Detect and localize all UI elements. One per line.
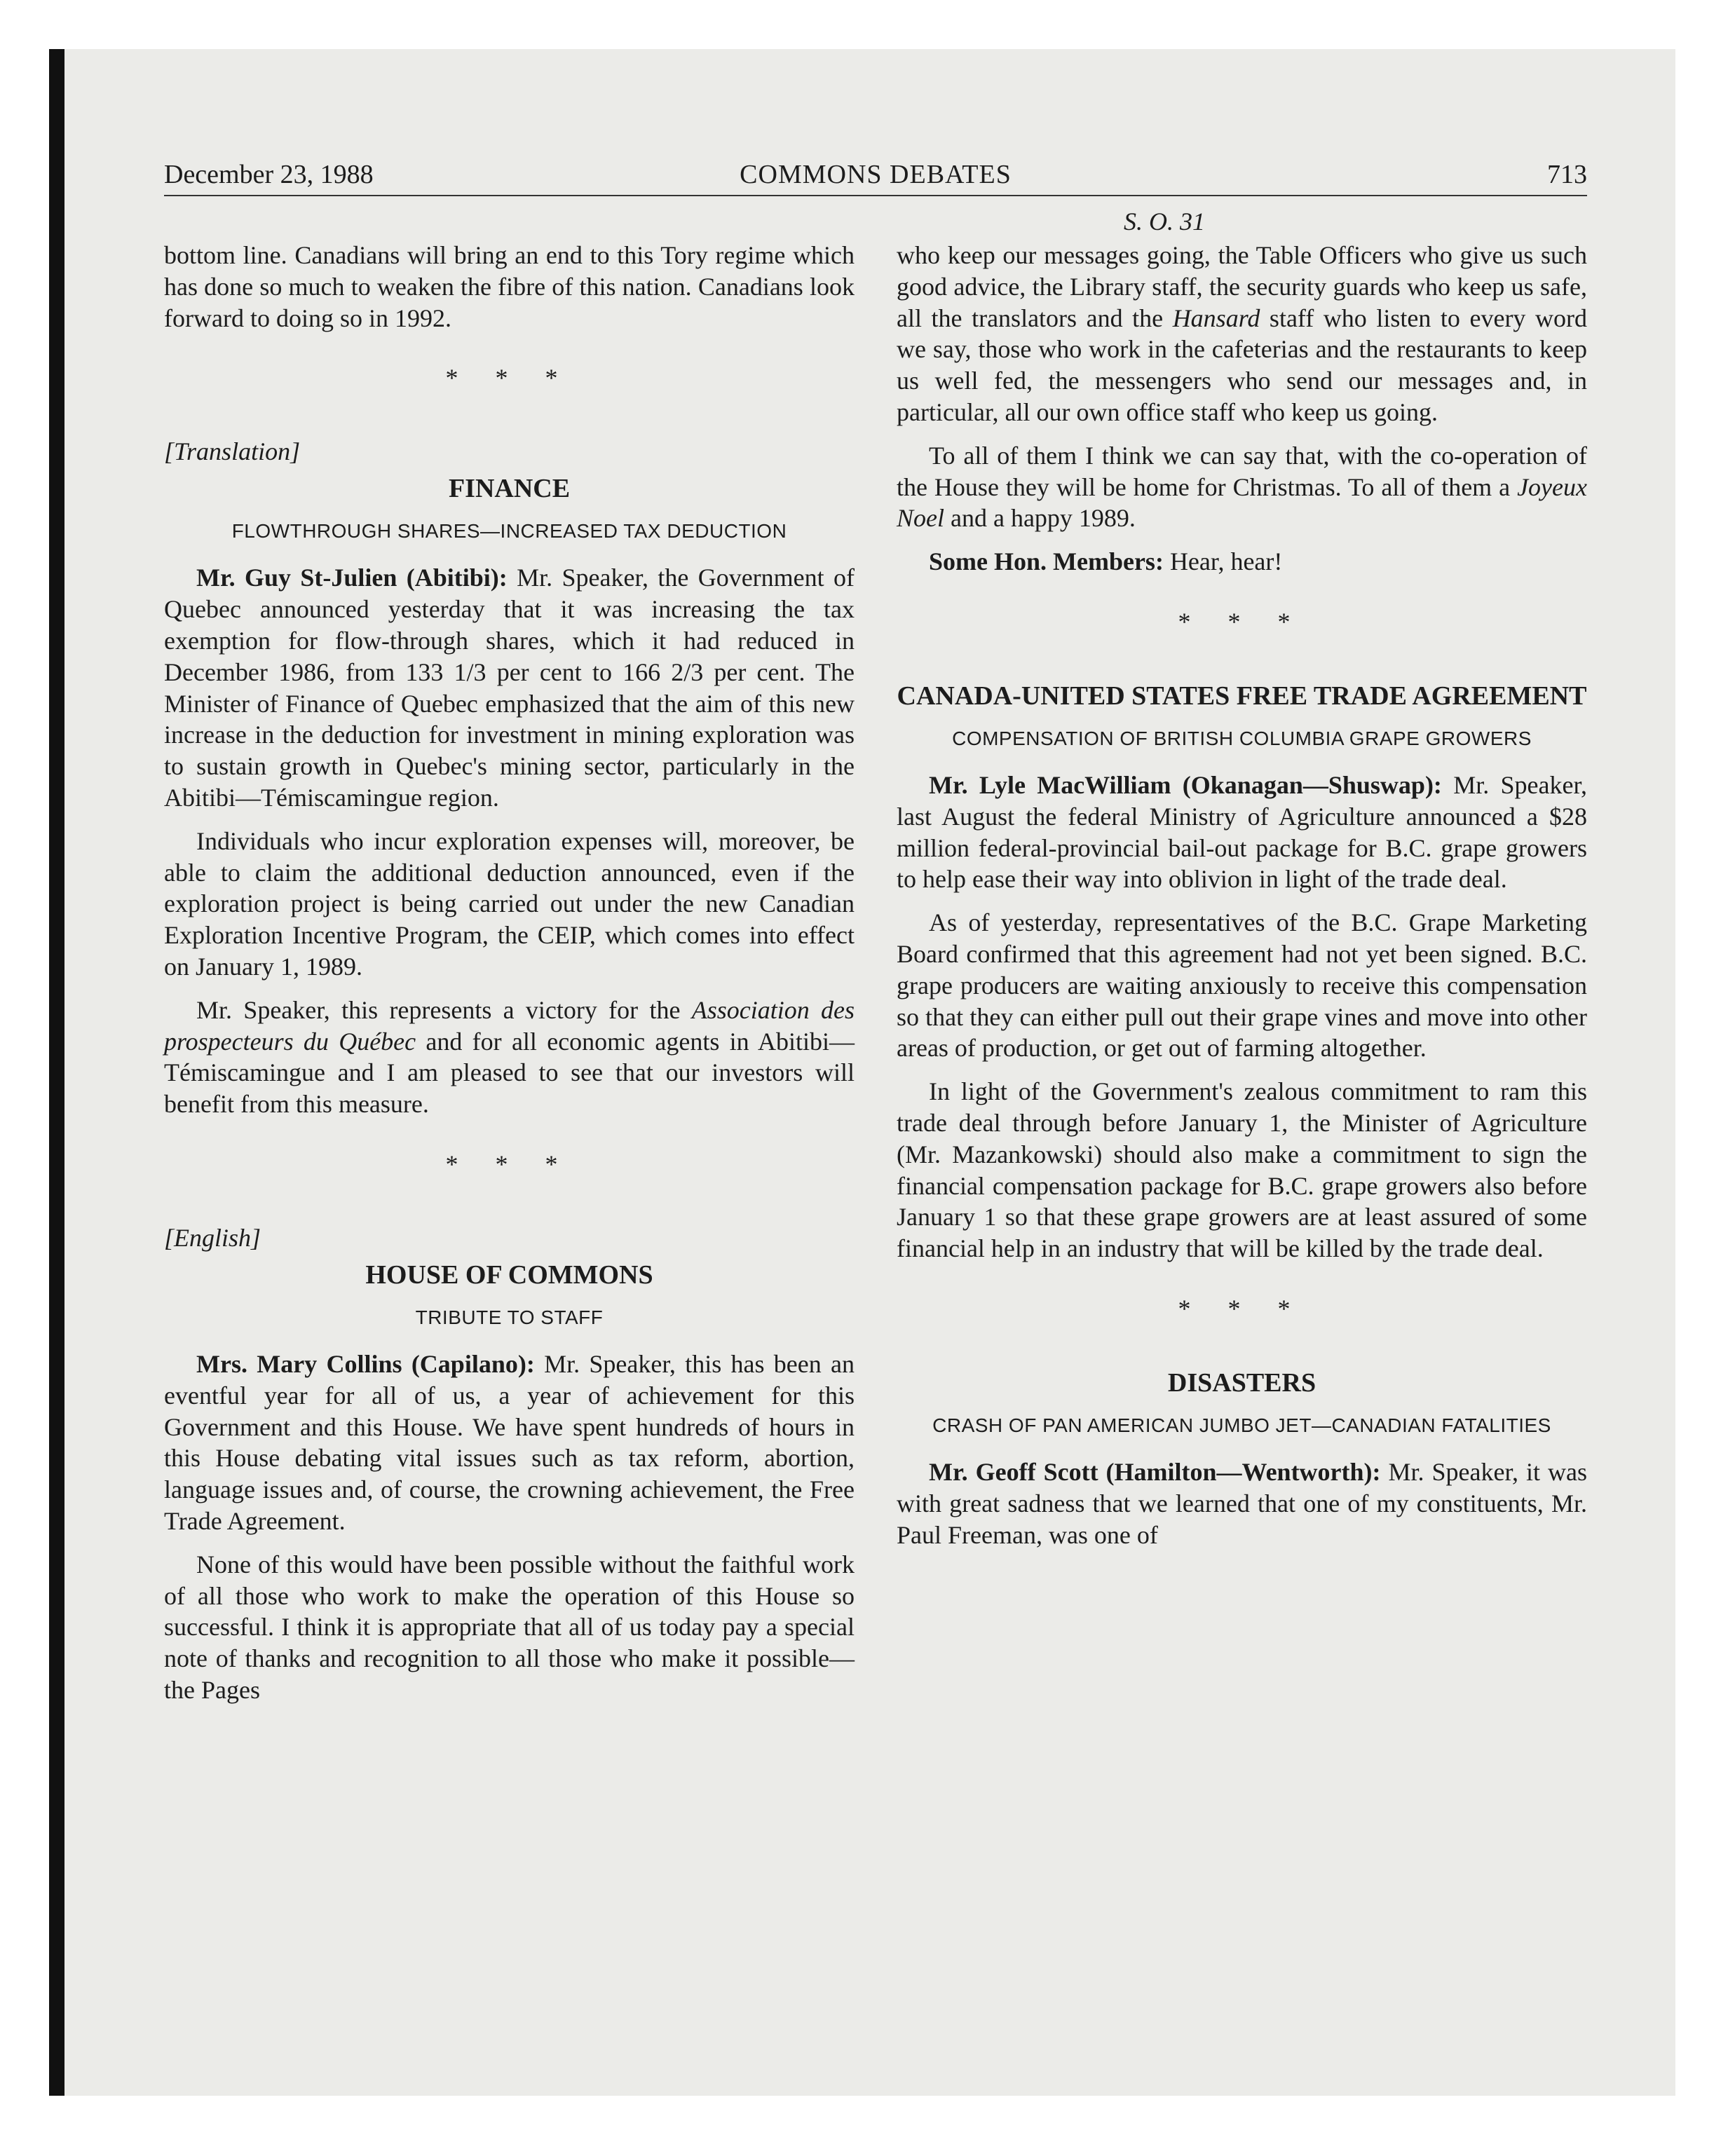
speech-text: To all of them I think we can say that, with the co-operation of the House they will be home for Christmas. To all of them a <box>897 441 1587 501</box>
speaker-name: Some Hon. Members: <box>929 547 1164 576</box>
section-heading-house-of-commons: HOUSE OF COMMONS <box>365 1260 653 1290</box>
paragraph: bottom line. Canadians will bring an end to this Tory regime which has done so much to weaken the fibre of this nation. Canadians look forward to doing so in 1992. <box>164 241 855 332</box>
left-column <box>164 240 855 1718</box>
section-heading-free-trade: CANADA-UNITED STATES FREE TRADE AGREEMENT <box>897 681 1587 711</box>
paragraph <box>897 1456 1587 1550</box>
paragraph <box>897 546 1587 578</box>
paragraph <box>897 240 1587 428</box>
paragraph <box>897 440 1587 534</box>
subheading-pan-american-crash: CRASH OF PAN AMERICAN JUMBO JET—CANADIAN FATALITIES <box>932 1414 1551 1436</box>
paragraph: As of yesterday, representatives of the B.C. Grape Marketing Board confirmed that this agreement had not yet been signed. B.C. grape producers are waiting anxiously to receive this compensation so that they can either pull out their grape vines and move into other areas of production, or get out of farming altogether. <box>897 908 1587 1063</box>
running-head <box>164 158 1587 195</box>
right-column <box>897 240 1587 1562</box>
italic-text: Joyeux Noel <box>897 472 1587 533</box>
speech-text: and a happy 1989. <box>944 504 1136 533</box>
section-separator: * * * <box>445 364 573 393</box>
subheading-tribute-to-staff: TRIBUTE TO STAFF <box>415 1306 604 1328</box>
paragraph: Individuals who incur exploration expenses will, moreover, be able to claim the additional deduction announced, even if the exploration project is being carried out under the new Canadian Exploration Incentive Program, the CEIP, which comes into effect on January 1, 1989. <box>164 826 855 981</box>
paragraph <box>164 995 855 1120</box>
header-rule <box>164 195 1587 196</box>
page-number: 713 <box>1547 160 1587 189</box>
paragraph <box>164 562 855 813</box>
section-heading-finance: FINANCE <box>448 474 571 504</box>
section-separator: * * * <box>1178 607 1306 636</box>
italic-text: Association des prospecteurs du Québec <box>164 995 855 1056</box>
translation-tag: [Translation] <box>164 437 301 466</box>
speaker-name: Mr. Geoff Scott (Hamilton—Wentworth): <box>929 1457 1381 1486</box>
header-date: December 23, 1988 <box>164 160 374 189</box>
speech-text: Mr. Speaker, it was with great sadness that we learned that one of my constituents, Mr. Paul Freeman, was one of <box>897 1457 1588 1549</box>
speaker-name: Mr. Guy St-Julien (Abitibi): <box>196 564 508 592</box>
header-title: COMMONS DEBATES <box>740 160 1012 189</box>
section-heading-disasters: DISASTERS <box>1167 1367 1316 1398</box>
subheading-flowthrough-shares: FLOWTHROUGH SHARES—INCREASED TAX DEDUCTION <box>231 520 787 543</box>
speaker-name: Mr. Lyle MacWilliam (Okanagan—Shuswap): <box>929 770 1442 799</box>
speech-text: Hear, hear! <box>1163 547 1283 576</box>
italic-text: Hansard <box>1172 303 1260 332</box>
standing-order-reference: S. O. 31 <box>1124 207 1205 236</box>
binding-edge <box>49 49 64 2096</box>
speech-text: Mr. Speaker, this represents a victory for the <box>196 995 692 1024</box>
speech-text: Mr. Speaker, last August the federal Ministry of Agriculture announced a $28 million federal-provincial bail-out package for B.C. grape growers to help ease their way into oblivion in light of the trade deal. <box>897 770 1587 894</box>
subheading-grape-growers: COMPENSATION OF BRITISH COLUMBIA GRAPE GROWERS <box>952 727 1532 749</box>
paragraph <box>897 770 1587 895</box>
speech-text: staff who listen to every word we say, those who work in the cafeterias and the restaurants to keep us well fed, the messengers who send our messages and, in particular, all our own office staff who keep us going. <box>897 303 1587 426</box>
paragraph: None of this would have been possible without the faithful work of all those who work to make the operation of this House so successful. I think it is appropriate that all of us today pay a special note of thanks and recognition to all those who make it possible—the Pages <box>164 1550 855 1704</box>
speech-text: Mr. Speaker, the Government of Quebec announced yesterday that it was increasing the tax exemption for flow-through shares, which it had reduced in December 1986, from 133 1/3 per cent to 166 2/3 per cent. The Minister of Finance of Quebec emphasized that the aim of this new increase in the deduction for investment in mining exploration was to sustain growth in Quebec's mining sector, particularly in the Abitibi—Témiscamingue region. <box>164 564 855 812</box>
paragraph: In light of the Government's zealous commitment to ram this trade deal through before January 1, the Minister of Agriculture (Mr. Mazankowski) should also make a commitment to sign the financial compensation package for B.C. grape growers also before January 1 so that these grape growers are at least assured of some financial help in an industry that will be killed by the trade deal. <box>897 1077 1587 1263</box>
speech-text: Mr. Speaker, this has been an eventful year for all of us, a year of achievement for this Government and this House. We have spent hundreds of hours in this House debating vital issues such as tax reform, abortion, language issues and, of course, the crowning achievement, the Free Trade Agreement. <box>164 1349 855 1535</box>
section-separator: * * * <box>1178 1294 1306 1323</box>
english-tag: [English] <box>164 1223 261 1252</box>
section-separator: * * * <box>445 1149 573 1178</box>
document-page <box>164 158 1588 1704</box>
paragraph <box>164 1349 855 1537</box>
speech-text: who keep our messages going, the Table Officers who give us such good advice, the Library staff, the security guards who keep us safe, all the translators and the <box>897 241 1587 332</box>
speaker-name: Mrs. Mary Collins (Capilano): <box>196 1349 535 1378</box>
speech-text: and for all economic agents in Abitibi—Témiscamingue and I am pleased to see that our investors will benefit from this measure. <box>164 1027 855 1119</box>
